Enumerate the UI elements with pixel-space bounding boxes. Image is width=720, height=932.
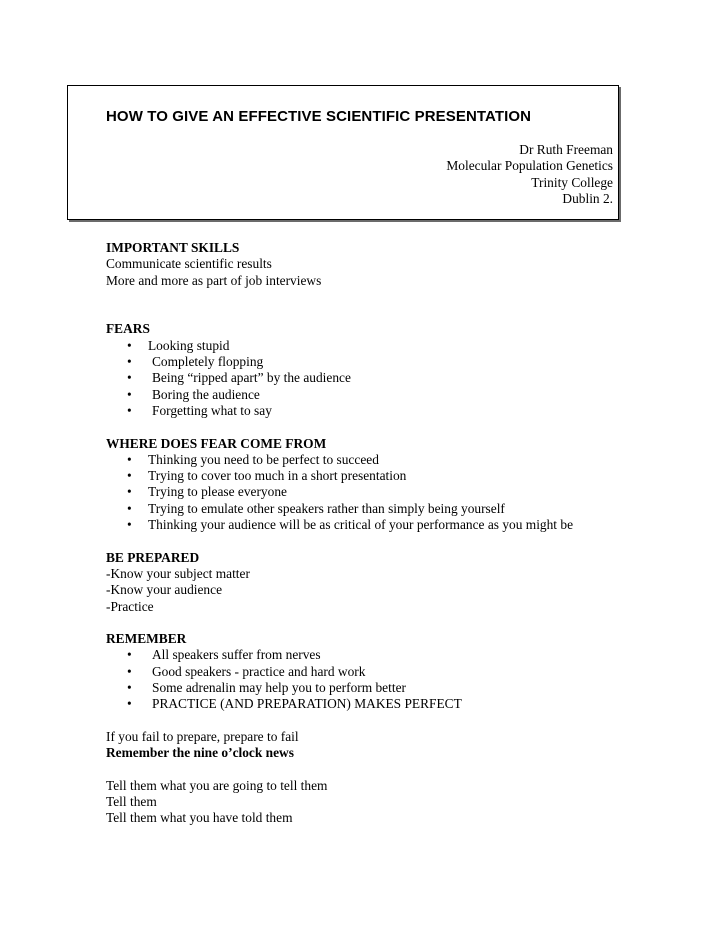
- list-item: • All speakers suffer from nerves: [127, 647, 321, 663]
- bullet-icon: •: [127, 517, 132, 533]
- bullet-icon: •: [127, 663, 132, 679]
- bullet-list: [106, 338, 666, 419]
- bullet-icon: •: [127, 337, 132, 353]
- list-item: • Looking stupid: [127, 337, 230, 353]
- list-item: • Trying to emulate other speakers rather than simply being yourself: [127, 500, 505, 516]
- section-fears: [106, 321, 666, 419]
- author-department: Molecular Population Genetics: [446, 158, 613, 174]
- bullet-icon: •: [127, 370, 132, 386]
- text-line: If you fail to prepare, prepare to fail: [106, 728, 299, 744]
- text-line: -Know your audience: [106, 582, 223, 598]
- bullet-icon: •: [127, 484, 132, 500]
- bullet-icon: •: [127, 696, 132, 712]
- list-item: • Completely flopping: [127, 354, 264, 370]
- document-body: [106, 240, 666, 827]
- bullet-icon: •: [127, 500, 132, 516]
- list-item: • Trying to please everyone: [127, 484, 287, 500]
- bullet-icon: •: [127, 402, 132, 418]
- list-item: • PRACTICE (AND PREPARATION) MAKES PERFECT: [127, 696, 462, 712]
- bullet-icon: •: [127, 680, 132, 696]
- author-name: Dr Ruth Freeman: [519, 142, 613, 157]
- emphasis-line: Remember the nine o’clock news: [106, 745, 294, 761]
- section-heading: BE PREPARED: [106, 549, 200, 565]
- section-heading: REMEMBER: [106, 631, 187, 647]
- text-line: More and more as part of job interviews: [106, 272, 322, 288]
- list-item: • Being “ripped apart” by the audience: [127, 370, 351, 386]
- section-be-prepared: [106, 550, 666, 615]
- list-item: • Trying to cover too much in a short presentation: [127, 468, 407, 484]
- list-item: • Thinking your audience will be as critical of your performance as you might be: [127, 517, 574, 533]
- author-city: Dublin 2.: [562, 190, 613, 206]
- bullet-list: [106, 647, 666, 712]
- section-where-fear-comes-from: [106, 436, 666, 534]
- list-item: • Good speakers - practice and hard work: [127, 663, 366, 679]
- bullet-icon: •: [127, 386, 132, 402]
- bullet-list: [106, 452, 666, 533]
- text-line: Tell them what you have told them: [106, 810, 293, 826]
- text-line: -Practice: [106, 598, 154, 614]
- list-item: • Some adrenalin may help you to perform better: [127, 680, 406, 696]
- document-title: HOW TO GIVE AN EFFECTIVE SCIENTIFIC PRESENTATION: [106, 108, 532, 125]
- text-line: Tell them: [106, 794, 157, 810]
- list-item: • Boring the audience: [127, 386, 260, 402]
- list-item: • Forgetting what to say: [127, 402, 272, 418]
- section-heading: FEARS: [106, 321, 150, 337]
- title-box: [67, 85, 619, 220]
- text-line: Tell them what you are going to tell them: [106, 777, 328, 793]
- section-heading: IMPORTANT SKILLS: [106, 240, 240, 255]
- author-institution: Trinity College: [531, 174, 613, 190]
- bullet-icon: •: [127, 468, 132, 484]
- list-item: • Thinking you need to be perfect to succeed: [127, 451, 379, 467]
- bullet-icon: •: [127, 354, 132, 370]
- text-line: Communicate scientific results: [106, 256, 272, 272]
- bullet-icon: •: [127, 451, 132, 467]
- section-closing: [106, 729, 666, 827]
- text-line: -Know your subject matter: [106, 565, 250, 581]
- bullet-icon: •: [127, 647, 132, 663]
- section-important-skills: [106, 240, 666, 289]
- author-block: [446, 142, 613, 207]
- section-remember: [106, 631, 666, 712]
- section-heading: WHERE DOES FEAR COME FROM: [106, 435, 327, 451]
